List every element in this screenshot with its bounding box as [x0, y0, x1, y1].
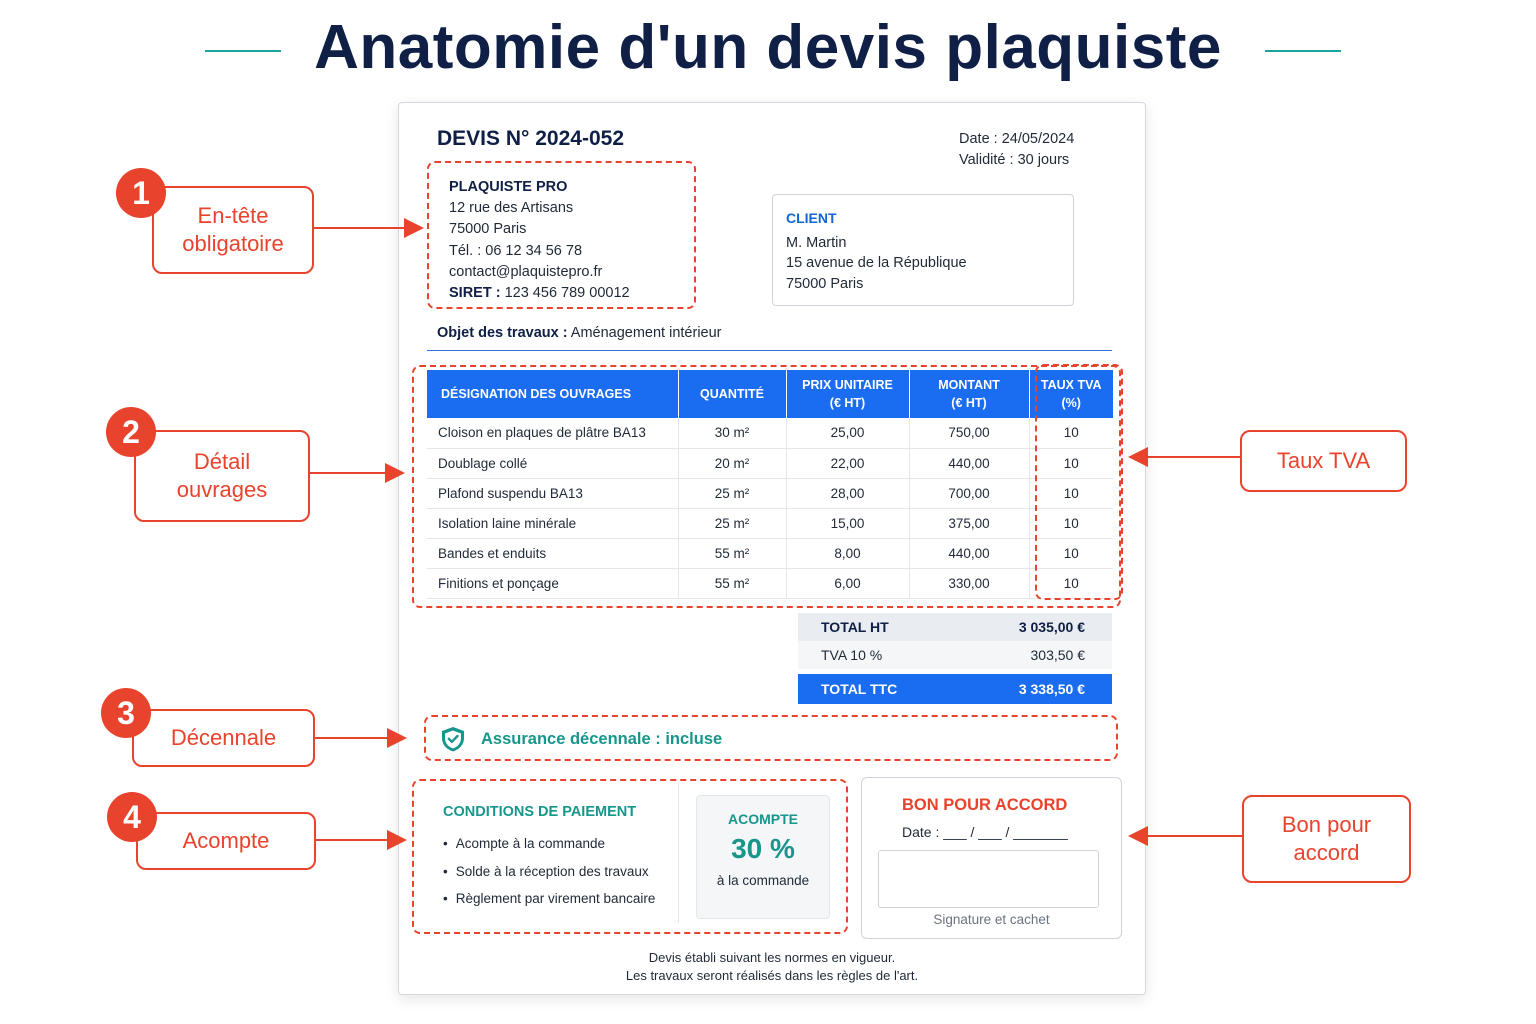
objet-label: Objet des travaux : — [437, 325, 568, 341]
callout-acompte: Acompte — [136, 812, 316, 870]
company-phone: Tél. : 06 12 34 56 78 — [449, 242, 583, 259]
bon-title: BON POUR ACCORD — [902, 796, 1068, 814]
shield-check-icon — [439, 725, 467, 753]
acompte-title: ACOMPTE — [728, 811, 798, 827]
signature-label: Signature et cachet — [933, 912, 1050, 927]
table-row: Bandes et enduits 55 m² 8,00 440,00 10 — [427, 538, 1113, 568]
devis-validity: Validité : 30 jours — [959, 152, 1070, 168]
company-block — [449, 177, 630, 304]
page-title: Anatomie d'un devis plaquiste — [314, 13, 1222, 82]
client-address2: 75000 Paris — [786, 275, 864, 292]
callout-decennale: Décennale — [132, 709, 315, 767]
devis-number: DEVIS N° 2024-052 — [437, 127, 625, 150]
payment-conditions — [429, 782, 679, 923]
assurance-decennale — [439, 725, 722, 753]
table-header-row — [427, 370, 1113, 418]
callout-taux-tva: Taux TVA — [1240, 430, 1407, 492]
badge-1: 1 — [116, 168, 166, 218]
client-title: CLIENT — [786, 210, 837, 226]
acompte-box — [696, 795, 830, 919]
conditions-title: CONDITIONS DE PAIEMENT — [443, 804, 637, 820]
totals-block — [798, 613, 1112, 704]
bon-pour-accord-box — [861, 777, 1122, 939]
conditions-list — [443, 830, 664, 913]
company-email: contact@plaquistepro.fr — [449, 263, 603, 280]
quote-document — [398, 102, 1146, 995]
company-siret — [449, 283, 630, 304]
col-quantite: QUANTITÉ — [678, 370, 786, 418]
acompte-sub: à la commande — [716, 873, 810, 888]
objet-divider — [427, 350, 1112, 351]
list-item: • Acompte à la commande — [443, 830, 664, 858]
devis-date: Date : 24/05/2024 — [959, 131, 1075, 147]
works-table — [427, 370, 1113, 599]
siret-label: SIRET : — [449, 285, 501, 302]
table-row: Doublage collé 20 m² 22,00 440,00 10 — [427, 448, 1113, 478]
assurance-text: Assurance décennale : incluse — [481, 729, 723, 748]
footer-line1: Devis établi suivant les normes en vigueur. — [648, 950, 896, 965]
tva-row: TVA 10 % 303,50 € — [798, 641, 1112, 669]
col-montant: MONTANT (€ HT) — [909, 370, 1029, 418]
list-item: • Solde à la réception des travaux — [443, 858, 664, 886]
signature-area[interactable] — [878, 850, 1099, 908]
table-row: Isolation laine minérale 25 m² 15,00 375,00 10 — [427, 508, 1113, 538]
acompte-value: 30 % — [731, 833, 795, 864]
company-address2: 75000 Paris — [449, 221, 527, 238]
client-box — [772, 194, 1074, 306]
company-address1: 12 rue des Artisans — [449, 200, 574, 217]
total-ttc-row: TOTAL TTC 3 338,50 € — [798, 674, 1112, 704]
badge-4: 4 — [107, 792, 157, 842]
badge-2: 2 — [106, 407, 156, 457]
col-tva: TAUX TVA (%) — [1029, 370, 1113, 418]
callout-bon-pour-accord: Bon pour accord — [1242, 795, 1411, 883]
tva-column-highlight — [1035, 364, 1123, 600]
title-rule-right — [1265, 50, 1341, 52]
bon-date-field[interactable]: Date : ___ / ___ / _______ — [902, 824, 1068, 840]
devis-meta — [959, 129, 1074, 171]
document-footer — [399, 949, 1145, 985]
callout-entete: En-tête obligatoire — [152, 186, 314, 274]
company-name: PLAQUISTE PRO — [449, 179, 568, 195]
table-row: Plafond suspendu BA13 25 m² 28,00 700,00 10 — [427, 478, 1113, 508]
objet-travaux — [437, 325, 722, 341]
client-name: M. Martin — [786, 234, 847, 251]
total-ht-row: TOTAL HT 3 035,00 € — [798, 613, 1112, 641]
table-row: Finitions et ponçage 55 m² 6,00 330,00 10 — [427, 568, 1113, 598]
table-row: Cloison en plaques de plâtre BA13 30 m² 25,00 750,00 10 — [427, 418, 1113, 448]
callout-detail-ouvrages: Détail ouvrages — [134, 430, 310, 522]
siret-value: 123 456 789 00012 — [500, 285, 630, 302]
col-designation: DÉSIGNATION DES OUVRAGES — [427, 370, 678, 418]
badge-3: 3 — [101, 688, 151, 738]
col-prix: PRIX UNITAIRE (€ HT) — [786, 370, 909, 418]
client-address1: 15 avenue de la République — [786, 255, 967, 271]
footer-line2: Les travaux seront réalisés dans les règles de l'art. — [625, 968, 919, 983]
list-item: • Règlement par virement bancaire — [443, 885, 664, 913]
objet-value: Aménagement intérieur — [567, 325, 722, 341]
